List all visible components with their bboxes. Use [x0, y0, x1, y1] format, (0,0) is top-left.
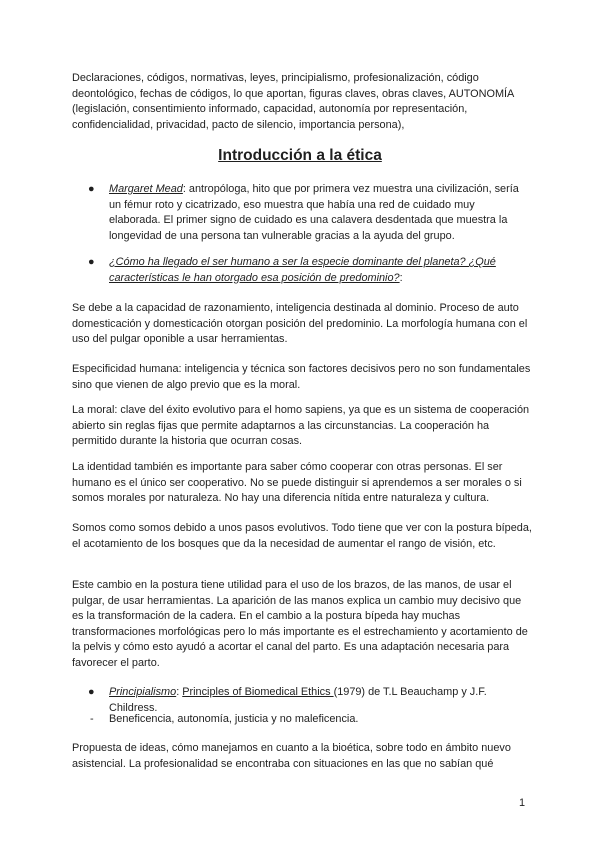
bullet-margaret-mead [88, 182, 528, 244]
page-number: 1 [519, 797, 526, 809]
paragraph-especificidad: Especificidad humana: inteligencia y técnica son factores decisivos pero no son fundamentales sino que vienen de algo previo que es la moral. [72, 363, 531, 391]
margaret-mead-text: : antropóloga, hito que por primera vez muestra una civilización, sería un fémur roto y cicatrizado, eso muestra que había una red de cuidado muy elaborada. El primer signo de cuidado es una calavera desdentada que muestra la longevidad de una persona tan vulnerable gracias a la ayuda del grupo. [109, 183, 519, 242]
bullet-principialismo: ● Principialismo: Principles of Biomedical Ethics (1979) de T.L Beauchamp y J.F. Childress. [88, 686, 487, 714]
dash-marker: - [90, 713, 94, 725]
question-text: ¿Cómo ha llegado el ser humano a ser la especie dominante del planeta? ¿Qué características le han otorgado esa posición de predominio? [109, 256, 496, 284]
principles-list: Beneficencia, autonomía, justicia y no maleficencia. [109, 713, 359, 725]
paragraph-propuesta: Propuesta de ideas, cómo manejamos en cuanto a la bioética, sobre todo en ámbito nuevo asistencial. La profesionalidad se encontraba con situaciones en las que no sabían qué [72, 742, 511, 770]
margaret-mead-name: Margaret Mead [109, 183, 183, 195]
question-end: : [399, 271, 403, 284]
paragraph-predominio: Se debe a la capacidad de razonamiento, inteligencia destinada al dominio. Proceso de auto domesticación y domesticación otorgan posición del predominio. La morfología humana con el uso del pulgar oponible a usar herramientas. [72, 302, 528, 346]
bullet-question [88, 255, 528, 286]
principialismo-term: Principialismo [109, 686, 177, 698]
header-keywords [72, 71, 534, 133]
keywords-text: Declaraciones, códigos, normativas, leyes, principialismo, profesionalización, código deontológico, fechas de códigos, lo que aportan, figuras claves, obras claves, AUTONOMÍA (legislación, consentimiento informado, capacidad, autonomía por representación, confidencialidad, privacidad, pacto de silencio, importancia persona), [72, 72, 514, 131]
work-authors: (1979) de T.L Beauchamp y J.F. Childress. [109, 686, 487, 714]
bullet-marker: ● [88, 183, 95, 195]
page-title: Introducción a la ética [218, 147, 382, 164]
paragraph-postura: Este cambio en la postura tiene utilidad para el uso de los brazos, de las manos, de usar el pulgar, de usar herramientas. La aparición de las manos explica un cambio muy decisivo que es la transformación de la cadera. En el cambio a la postura bípeda hay muchas transformaciones morfológicas pero lo más importante es el estrechamiento y acortamiento de la pelvis y cómo esto ayudó a acortar el canal del parto. Es una adaptación necesaria para favorecer el parto. [72, 579, 528, 669]
work-title: Principles of Biomedical Ethics [182, 686, 334, 698]
paragraph-moral: La moral: clave del éxito evolutivo para el homo sapiens, ya que es un sistema de cooperación abierto sin reglas fijas que permite adaptarnos a las circunstancias. La cooperación ha permitido durante la historia que ocurran cosas. [72, 404, 530, 448]
paragraph-identidad: La identidad también es importante para saber cómo cooperar con otras personas. El ser humano es el único ser cooperativo. No se puede distinguir si aprendemos a ser morales o si somos morales por naturaleza. No hay una diferencia nítida entre naturaleza y cultura. [72, 461, 522, 505]
paragraph-pasos-evolutivos: Somos como somos debido a unos pasos evolutivos. Todo tiene que ver con la postura bípeda, el acotamiento de los bosques que da la necesidad de aumentar el rango de visión, etc. [72, 522, 532, 550]
bullet-marker: ● [88, 256, 95, 268]
bullet-marker: ● [88, 686, 95, 698]
dash-item [88, 712, 528, 728]
